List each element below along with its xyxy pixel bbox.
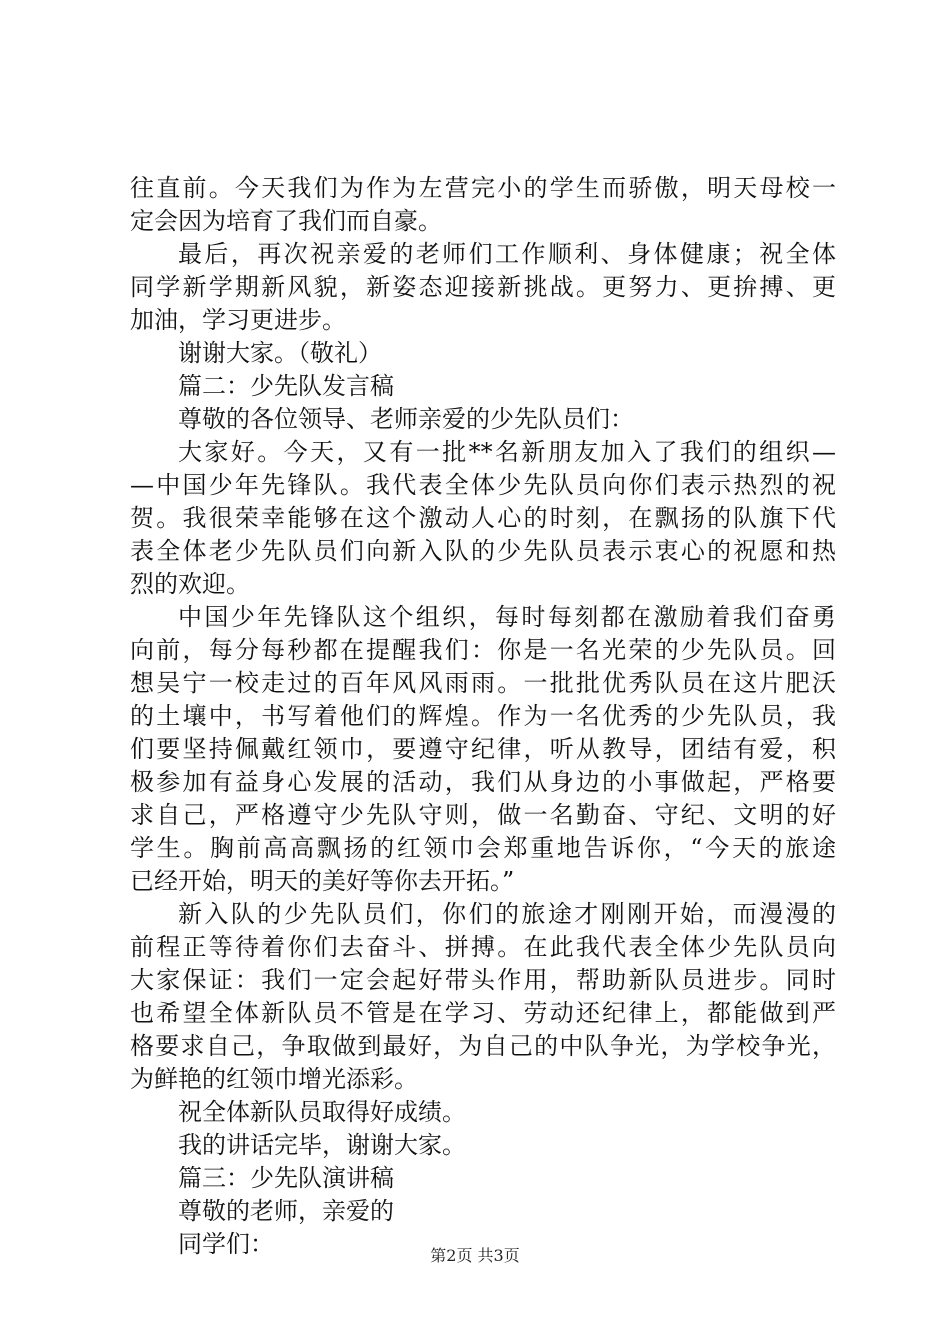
text-line: 加油，学习更进步。 xyxy=(130,306,346,334)
text-line: 定会因为培育了我们而自豪。 xyxy=(130,207,442,235)
page-footer: 第2页 共3页 xyxy=(430,1246,520,1265)
text-line: 为鲜艳的红领巾增光添彩。 xyxy=(130,1065,418,1093)
text-line: 烈的欢迎。 xyxy=(130,570,250,598)
text-line: 前程正等待着你们去奋斗、拼搏。在此我代表全体少先队员向 xyxy=(130,933,836,961)
text-line: 我的讲话完毕，谢谢大家。 xyxy=(178,1131,466,1159)
text-line: 祝全体新队员取得好成绩。 xyxy=(178,1098,466,1126)
text-line: 尊敬的各位领导、老师亲爱的少先队员们： xyxy=(178,405,634,433)
text-line: 最后，再次祝亲爱的老师们工作顺利、身体健康；祝全体 xyxy=(178,240,836,268)
text-line: 们要坚持佩戴红领巾，要遵守纪律，听从教导，团结有爱，积 xyxy=(130,735,836,763)
text-line: —中国少年先锋队。我代表全体少先队员向你们表示热烈的祝 xyxy=(130,471,836,499)
text-line: 同学新学期新风貌，新姿态迎接新挑战。更努力、更拚搏、更 xyxy=(130,273,836,301)
text-line: 极参加有益身心发展的活动，我们从身边的小事做起，严格要 xyxy=(130,768,836,796)
text-line: 贺。我很荣幸能够在这个激动人心的时刻，在飘扬的队旗下代 xyxy=(130,504,836,532)
text-line: 的土壤中，书写着他们的辉煌。作为一名优秀的少先队员，我 xyxy=(130,702,836,730)
text-line: 谢谢大家。（敬礼） xyxy=(178,339,382,367)
text-line: 新入队的少先队员们，你们的旅途才刚刚开始，而漫漫的 xyxy=(178,900,836,928)
text-line: 尊敬的老师，亲爱的 xyxy=(178,1197,394,1225)
text-line: 向前，每分每秒都在提醒我们：你是一名光荣的少先队员。回 xyxy=(130,636,836,664)
text-line: 篇二：少先队发言稿 xyxy=(178,372,394,400)
text-line: 中国少年先锋队这个组织，每时每刻都在激励着我们奋勇 xyxy=(178,603,836,631)
text-line: 篇三：少先队演讲稿 xyxy=(178,1164,394,1192)
text-line: 学生。胸前高高飘扬的红领巾会郑重地告诉你，“今天的旅途 xyxy=(130,834,836,862)
text-line: 同学们： xyxy=(178,1230,274,1258)
document-body xyxy=(130,172,836,1261)
text-line: 格要求自己，争取做到最好，为自己的中队争光，为学校争光， xyxy=(130,1032,836,1060)
text-line: 已经开始，明天的美好等你去开拓。” xyxy=(130,867,515,895)
text-line: 表全体老少先队员们向新入队的少先队员表示衷心的祝愿和热 xyxy=(130,537,836,565)
text-line: 也希望全体新队员不管是在学习、劳动还纪律上，都能做到严 xyxy=(130,999,836,1027)
text-line: 往直前。今天我们为作为左营完小的学生而骄傲，明天母校一 xyxy=(130,174,836,202)
text-line: 想吴宁一校走过的百年风风雨雨。一批批优秀队员在这片肥沃 xyxy=(130,669,836,697)
text-line: 求自己，严格遵守少先队守则，做一名勤奋、守纪、文明的好 xyxy=(130,801,836,829)
text-line: 大家好。今天，又有一批**名新朋友加入了我们的组织— xyxy=(178,438,836,466)
text-line: 大家保证：我们一定会起好带头作用，帮助新队员进步。同时 xyxy=(130,966,836,994)
